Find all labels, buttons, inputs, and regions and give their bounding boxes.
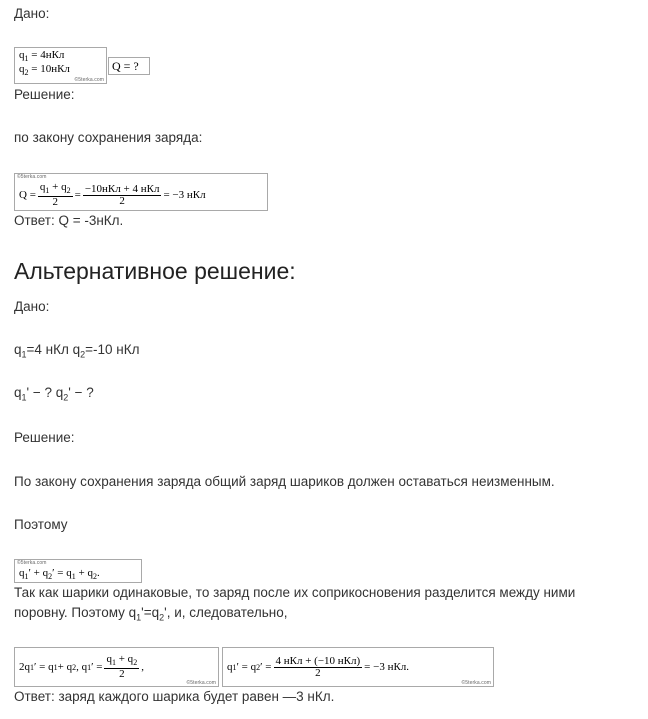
answer-1: Ответ: Q = -3нКл. <box>14 213 124 228</box>
answer-2: Ответ: заряд каждого шарика будет равен —3 нКл. <box>14 689 335 704</box>
solution-label: Решение: <box>14 87 75 102</box>
watermark: ©5terka.com <box>186 680 216 686</box>
find-formula-text: Q = ? <box>112 59 139 73</box>
given-line-2: $q_2 = 10нКл$ <box>19 63 70 78</box>
watermark: ©5terka.com <box>461 680 491 686</box>
formula-box-2 <box>14 559 142 583</box>
alt-given-label: Дано: <box>14 299 50 314</box>
alt-find: $q_1'$ − ? $q_2'$ − ? <box>14 385 94 403</box>
law-text: по закону сохранения заряда: <box>14 130 203 145</box>
formula-1: Q = $\frac{q_1 + q_2}{2}$ = $\frac{\text{−10нКл + 4 нКл}}{2}$ = −3 нКл <box>19 180 206 209</box>
fraction-1: $\frac{q_1 + q_2}{2}$ <box>39 180 71 209</box>
formula-box-1 <box>14 173 268 211</box>
given-line-1: $q_1 = 4нКл$ <box>19 49 65 64</box>
find-formula-box <box>108 57 150 75</box>
therefore-text: Поэтому <box>14 517 68 532</box>
paragraph-line-1: Так как шарики одинаковые, то заряд после их соприкосновения разделится между ними <box>14 585 576 600</box>
watermark: ©5terka.com <box>17 560 47 566</box>
alt-law-text: По закону сохранения заряда общий заряд шариков должен оставаться неизменным. <box>14 474 555 489</box>
formula-2: $q_1' + q_2' = q_1 + q_2$. <box>19 567 100 582</box>
formula-box-4 <box>222 647 494 687</box>
paragraph-line-2: поровну. Поэтому $q_1'=q_2'$, и, следовательно, <box>14 605 288 623</box>
formula-3: 2q 1 ′ = q 1 + q 2 , q 1 ′ = $\frac{q_1 + q_2}{2}$ , <box>19 652 144 681</box>
alt-solution-label: Решение: <box>14 430 75 445</box>
fraction-2: $\frac{\text{−10нКл + 4 нКл}}{2}$ <box>84 182 160 207</box>
alt-given-values: $q_1=4$ нКл $q_2=-10$ нКл <box>14 342 140 360</box>
formula-4: q 1 ′ = q 2 ′ = $\frac{\text{4 нКл + (−10 нКл)}}{2}$ = −3 нКл. <box>227 654 410 679</box>
formula-box-3 <box>14 647 219 687</box>
alt-heading: Альтернативное решение: <box>14 258 296 284</box>
given-label: Дано: <box>14 6 50 21</box>
watermark: ©5terka.com <box>17 174 47 180</box>
fraction-3: $\frac{q_1 + q_2}{2}$ <box>106 652 138 681</box>
given-formula-box <box>14 47 107 84</box>
fraction-4: $\frac{\text{4 нКл + (−10 нКл)}}{2}$ <box>275 654 361 679</box>
watermark: ©5terka.com <box>74 77 104 83</box>
